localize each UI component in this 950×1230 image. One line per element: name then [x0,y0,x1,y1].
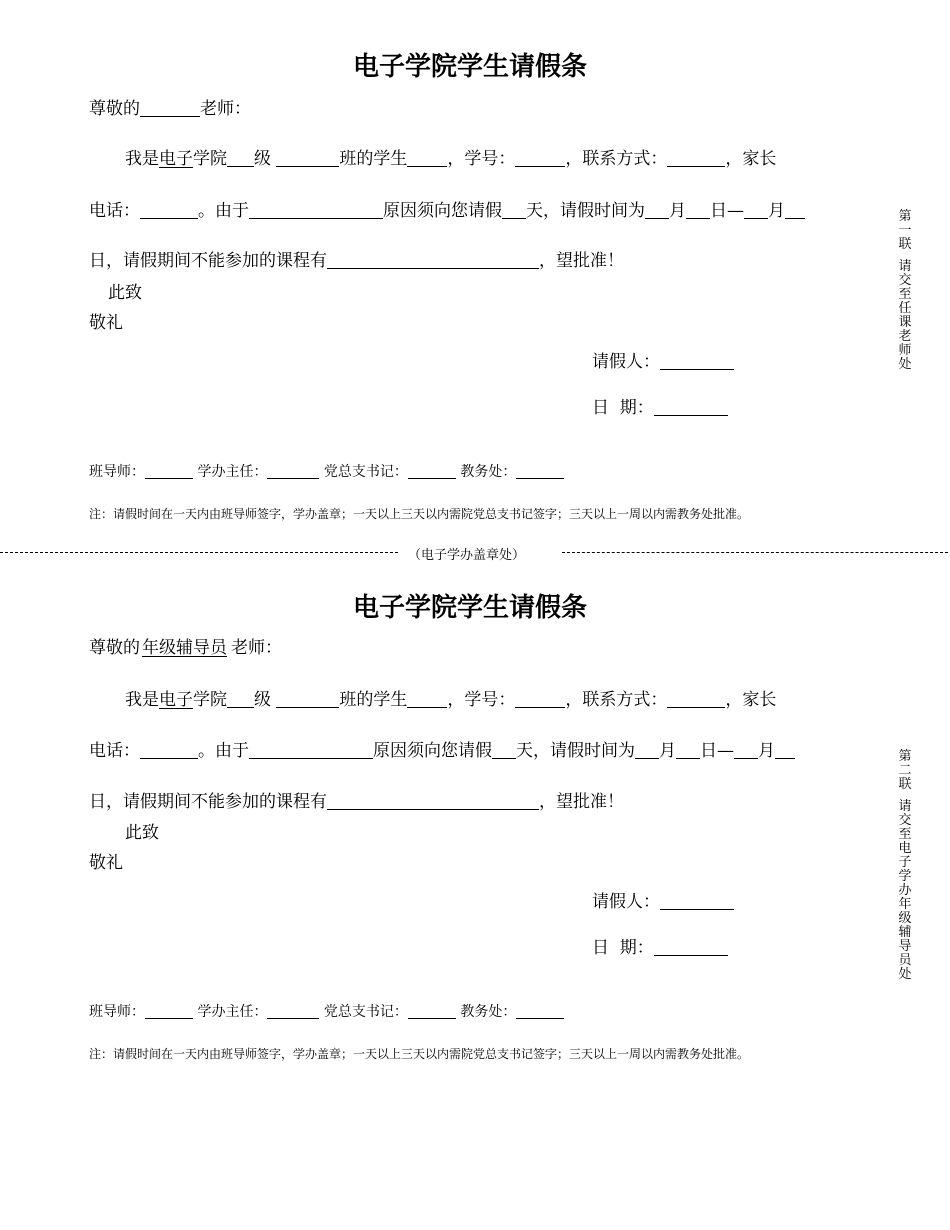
student-id-blank[interactable] [515,150,565,167]
closing-cizhi: 此致 [125,823,159,843]
signature-row: 班导师： 学办主任： 党总支书记： 教务处： [89,462,564,481]
class-tutor-sign[interactable] [145,1005,193,1019]
salutation: 尊敬的 年级辅导员 老师： [89,638,282,658]
body-line-3: 日，请假期间不能参加的课程有 ，望批准！ [89,251,624,271]
teacher-blank[interactable] [140,100,200,117]
applicant-blank[interactable] [660,353,734,370]
courses-blank[interactable] [327,252,539,269]
school-fill: 电子 [159,149,193,169]
class-blank[interactable] [276,150,339,167]
applicant-line: 请假人： [592,350,734,372]
start-month-blank[interactable] [645,202,669,219]
note: 注：请假时间在一天内由班导师签字，学办盖章；一天以上三天以内需院党总支书记签字；三天以上一周以内需教务处批准。 [89,507,750,521]
start-month-blank[interactable] [635,742,659,759]
applicant-blank[interactable] [660,893,734,910]
salutation: 尊敬的 老师： [89,99,251,119]
signature-row: 班导师： 学办主任： 党总支书记： 教务处： [89,1002,564,1021]
cut-line-left [0,552,398,553]
parent-phone-blank[interactable] [140,742,198,759]
end-month-blank[interactable] [744,202,768,219]
stamp-area-label: （电子学办盖章处） [408,548,526,563]
office-director-sign[interactable] [267,465,319,479]
academic-affairs-sign[interactable] [516,1005,564,1019]
party-secretary-sign[interactable] [408,1005,456,1019]
office-director-sign[interactable] [267,1005,319,1019]
reason-blank[interactable] [249,202,383,219]
student-name-blank[interactable] [407,691,447,708]
student-id-blank[interactable] [515,691,565,708]
date-blank[interactable] [654,939,728,956]
date-blank[interactable] [654,399,728,416]
contact-blank[interactable] [667,691,725,708]
class-blank[interactable] [276,691,339,708]
date-line: 日 期： [592,396,728,418]
body-line-1: 我是电子学院 级 班的学生 ，学号： ，联系方式： ，家长 [125,690,777,710]
form-title: 电子学院学生请假条 [352,593,587,623]
closing-jingli: 敬礼 [89,853,123,873]
academic-affairs-sign[interactable] [516,465,564,479]
counselor-fill: 年级辅导员 [142,638,227,658]
date-line: 日 期： [592,936,728,958]
body-line-1: 我是电子学院 级 班的学生 ，学号： ，联系方式： ，家长 [125,149,777,169]
days-blank[interactable] [492,742,516,759]
start-day-blank[interactable] [686,202,710,219]
copy-side-label: 第一联 请交至任课老师处 [898,209,912,372]
courses-blank[interactable] [327,793,539,810]
end-day-blank[interactable] [785,202,805,219]
body-line-2: 电话： 。由于 原因须向您请假 天，请假时间为 月 日— 月 [89,739,795,761]
end-day-blank[interactable] [775,742,795,759]
reason-blank[interactable] [249,742,373,759]
end-month-blank[interactable] [734,742,758,759]
closing-cizhi: 此致 [108,283,142,303]
copy-side-label: 第二联 请交至电子学办年级辅导员处 [898,749,912,982]
party-secretary-sign[interactable] [408,465,456,479]
applicant-line: 请假人： [592,890,734,912]
cut-line-right [562,552,948,553]
class-tutor-sign[interactable] [145,465,193,479]
closing-jingli: 敬礼 [89,313,123,333]
note: 注：请假时间在一天内由班导师签字，学办盖章；一天以上三天以内需院党总支书记签字；三天以上一周以内需教务处批准。 [89,1047,750,1061]
school-fill: 电子 [159,690,193,710]
contact-blank[interactable] [667,150,725,167]
days-blank[interactable] [502,202,526,219]
student-name-blank[interactable] [407,150,447,167]
body-line-3: 日，请假期间不能参加的课程有 ，望批准！ [89,792,624,812]
parent-phone-blank[interactable] [140,202,198,219]
start-day-blank[interactable] [676,742,700,759]
grade-blank[interactable] [227,691,254,708]
grade-blank[interactable] [227,150,254,167]
form-title: 电子学院学生请假条 [352,52,587,82]
body-line-2: 电话： 。由于 原因须向您请假 天，请假时间为 月 日— 月 [89,199,805,221]
